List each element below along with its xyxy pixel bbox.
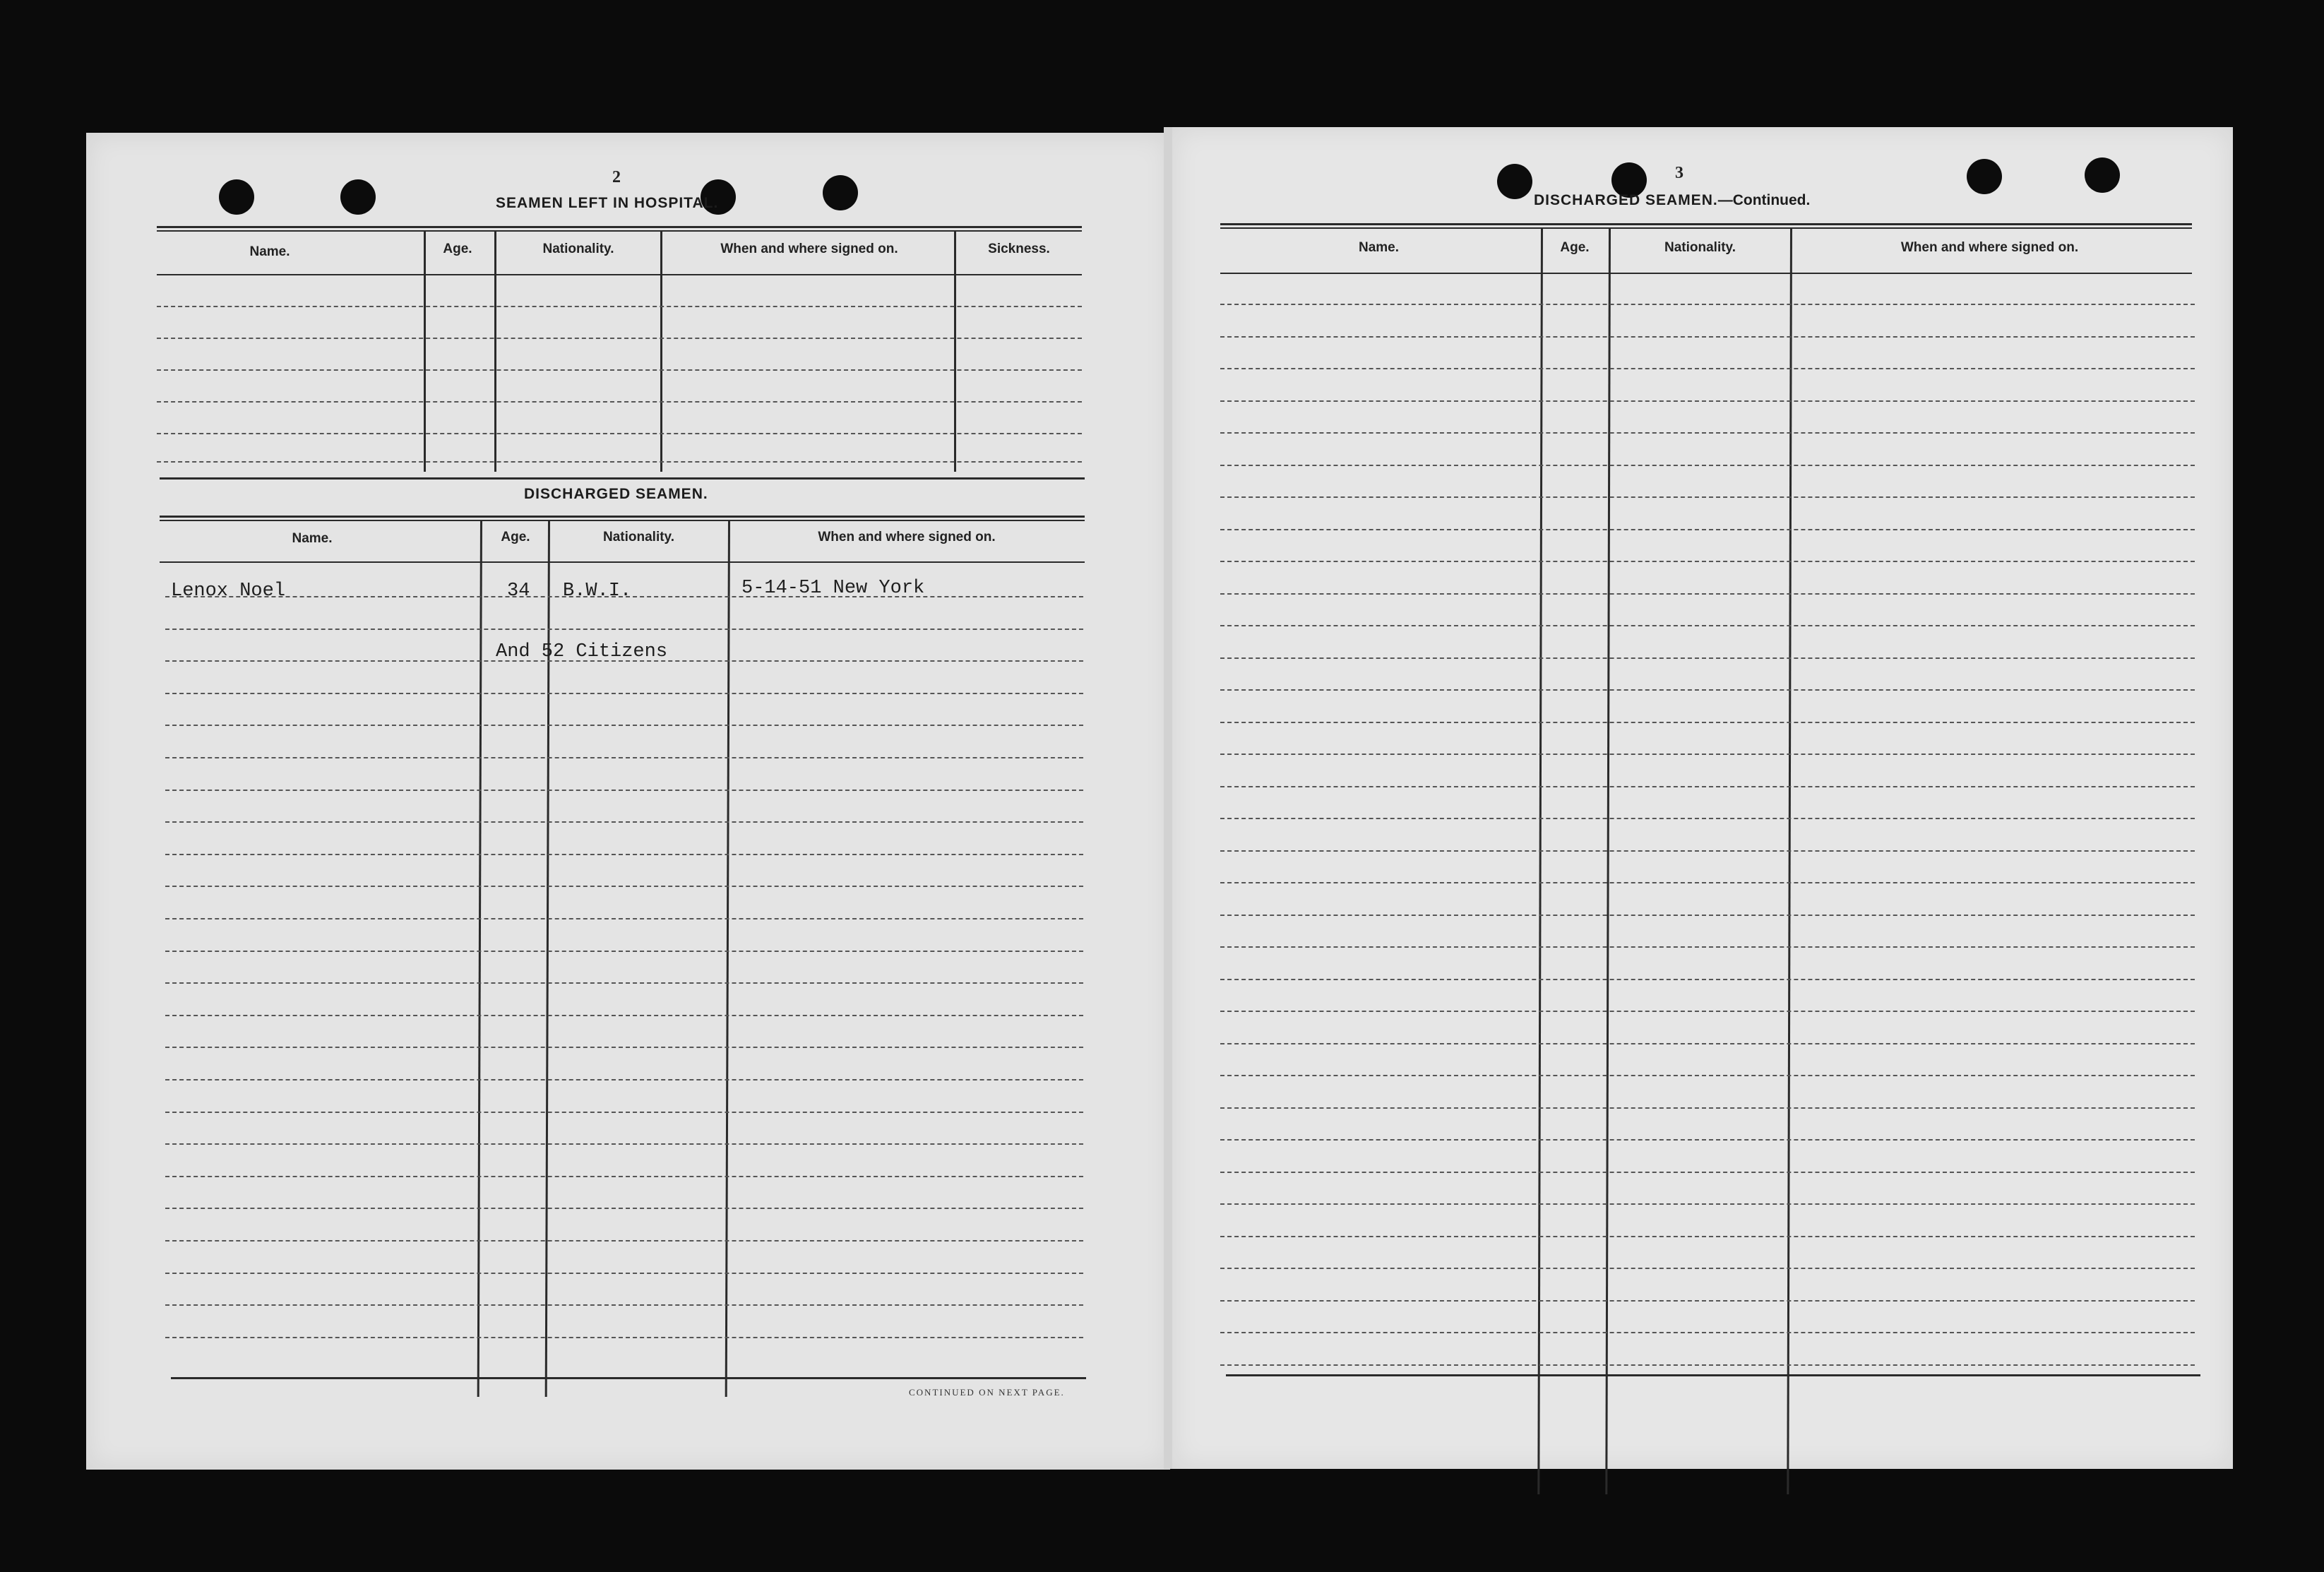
title-suffix: —Continued. — [1717, 192, 1811, 208]
table-top-rule — [160, 516, 1085, 518]
discharged-section-title: DISCHARGED SEAMEN. — [524, 486, 708, 502]
column-divider — [1787, 229, 1792, 1494]
form-line — [1220, 432, 2195, 434]
form-line — [165, 821, 1083, 823]
form-line — [1220, 1203, 2195, 1205]
entry-signed-on: 5-14-51 New York — [741, 578, 925, 599]
form-line — [1220, 1364, 2195, 1366]
form-line — [1220, 529, 2195, 530]
column-divider — [1605, 229, 1611, 1494]
form-line — [1220, 593, 2195, 595]
form-line — [165, 951, 1083, 952]
form-line — [165, 1176, 1083, 1177]
form-line — [157, 369, 1082, 371]
form-line — [165, 886, 1083, 887]
form-line — [1220, 1268, 2195, 1269]
form-line — [1220, 850, 2195, 852]
punch-hole — [1497, 164, 1532, 199]
column-header-age: Age. — [1560, 240, 1590, 255]
discharged-continued-title — [1534, 192, 1810, 209]
punch-hole — [219, 179, 254, 215]
form-line — [1220, 946, 2195, 948]
form-line — [1220, 882, 2195, 883]
form-line — [1220, 1236, 2195, 1237]
column-header-signed-on: When and where signed on. — [720, 242, 898, 256]
form-line — [157, 461, 1082, 463]
form-line — [1220, 400, 2195, 402]
left-page — [86, 133, 1170, 1470]
column-header-name: Name. — [249, 244, 290, 259]
continued-note: CONTINUED ON NEXT PAGE. — [909, 1387, 1065, 1398]
header-rule — [157, 274, 1082, 275]
column-divider — [660, 232, 662, 472]
entry-note: And 52 Citizens — [496, 641, 668, 662]
form-line — [1220, 368, 2195, 369]
form-line — [157, 433, 1082, 434]
form-line — [1220, 496, 2195, 498]
form-line — [165, 1304, 1083, 1306]
form-line — [165, 1015, 1083, 1016]
form-line — [1220, 754, 2195, 755]
form-line — [1220, 465, 2195, 466]
punch-hole — [1967, 159, 2002, 194]
column-divider — [725, 521, 730, 1397]
form-line — [165, 693, 1083, 694]
right-page — [1172, 127, 2233, 1469]
column-header-name: Name. — [1358, 240, 1400, 255]
column-header-signed-on: When and where signed on. — [818, 530, 996, 544]
table-top-rule — [1220, 227, 2192, 229]
punch-hole — [2085, 157, 2120, 193]
bottom-rule — [1226, 1374, 2200, 1376]
column-divider — [477, 521, 482, 1397]
form-line — [1220, 625, 2195, 626]
title-text: DISCHARGED SEAMEN. — [1534, 192, 1718, 208]
page-number: 3 — [1675, 164, 1684, 182]
page-number: 2 — [612, 168, 621, 186]
header-rule — [1220, 273, 2192, 274]
form-line — [1220, 786, 2195, 787]
column-header-nationality: Nationality. — [542, 242, 614, 256]
column-header-signed-on: When and where signed on. — [1900, 240, 2079, 255]
form-line — [1220, 336, 2195, 338]
punch-hole — [823, 175, 858, 210]
form-line — [1220, 979, 2195, 980]
column-header-nationality: Nationality. — [603, 530, 674, 544]
table-top-rule — [160, 520, 1085, 521]
column-divider — [954, 232, 956, 472]
form-line — [157, 338, 1082, 339]
form-line — [165, 1208, 1083, 1209]
entry-name: Lenox Noel — [171, 580, 286, 602]
entry-age: 34 — [507, 580, 530, 602]
form-line — [157, 306, 1082, 307]
column-header-age: Age. — [501, 530, 530, 544]
form-line — [1220, 1043, 2195, 1044]
form-line — [1220, 1075, 2195, 1076]
form-line — [1220, 1107, 2195, 1109]
form-line — [1220, 1332, 2195, 1333]
bottom-rule — [171, 1377, 1086, 1379]
form-line — [165, 725, 1083, 726]
form-line — [1220, 915, 2195, 916]
form-line — [165, 1112, 1083, 1113]
form-line — [1220, 1011, 2195, 1012]
punch-hole — [340, 179, 376, 215]
form-line — [165, 1273, 1083, 1274]
form-line — [165, 629, 1083, 630]
form-line — [165, 1079, 1083, 1080]
table-top-rule — [157, 226, 1082, 228]
form-line — [1220, 722, 2195, 723]
column-header-sickness: Sickness. — [988, 242, 1050, 256]
entry-nationality: B.W.I. — [563, 580, 632, 602]
form-line — [165, 1143, 1083, 1145]
column-header-age: Age. — [443, 242, 472, 256]
section-rule — [160, 477, 1085, 480]
form-line — [1220, 1139, 2195, 1141]
form-line — [165, 1240, 1083, 1241]
table-top-rule — [1220, 223, 2192, 225]
column-divider — [1537, 229, 1543, 1494]
form-line — [1220, 1172, 2195, 1173]
column-header-nationality: Nationality. — [1664, 240, 1736, 255]
form-line — [157, 401, 1082, 403]
table-top-rule — [157, 230, 1082, 232]
form-line — [1220, 1300, 2195, 1302]
form-line — [165, 854, 1083, 855]
form-line — [165, 790, 1083, 791]
form-line — [165, 918, 1083, 919]
form-line — [1220, 689, 2195, 691]
form-line — [165, 1337, 1083, 1338]
column-divider — [424, 232, 426, 472]
form-line — [165, 1047, 1083, 1048]
column-divider — [494, 232, 496, 472]
hospital-section-title: SEAMEN LEFT IN HOSPITAL. — [496, 195, 719, 211]
form-line — [165, 982, 1083, 984]
form-line — [1220, 304, 2195, 305]
form-line — [1220, 818, 2195, 819]
form-line — [1220, 657, 2195, 659]
form-line — [165, 757, 1083, 758]
header-rule — [160, 561, 1085, 563]
form-line — [1220, 561, 2195, 562]
column-header-name: Name. — [292, 531, 333, 546]
